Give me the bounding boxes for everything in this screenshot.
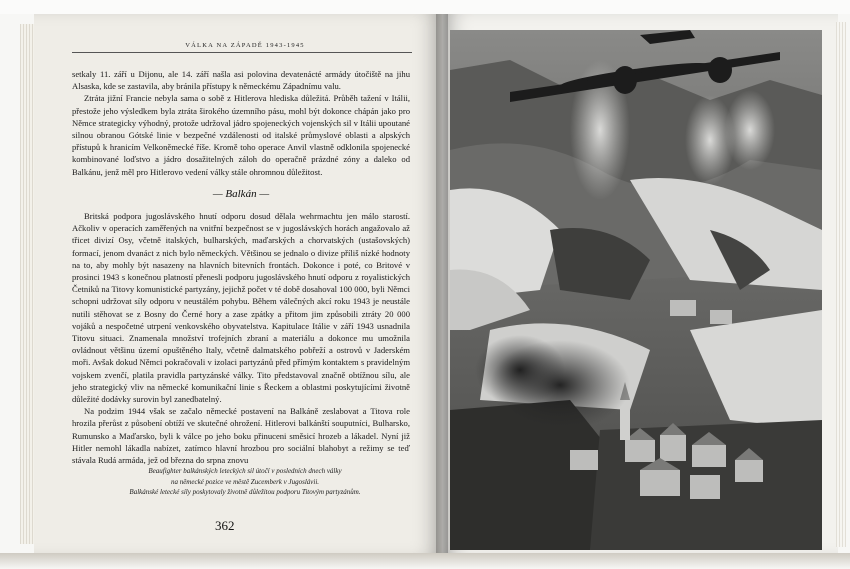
caption-line: Balkánské letecké síly poskytovaly životně důležitou podporu Titovým partyzánům.	[129, 488, 361, 496]
header-rule	[72, 52, 412, 53]
paragraph: Na podzim 1944 však se začalo německé postavení na Balkáně zeslabovat a Titova role hrozila přerůst z působení obtíží ve skutečné ohrožení. Hitlerovi balkánští souputníci, Bulharsko, Rumunsko a Maďarsko, byli k válce po jeho boku přinuceni směsicí hrozeb a lákadel. Nyní již Hitler nemohl lákadla nabízet, zatímco hlavní hrozbou pro sociální blahobyt a režimy se teď stávala Rudá armáda, jež od března do srpna znovu	[72, 406, 410, 466]
photo-caption	[100, 466, 390, 498]
paragraph: Ztráta jižní Francie nebyla sama o sobě z Hitlerova hlediska důležitá. Průběh tažení v Itálii, přestože jeho výsledkem byla ztráta širokého územního pásu, mohl být dokonce chápán jako pro Němce strategicky výhodný, protože udržoval jádro spojeneckých vojenských sil v Itálii upoutané silnou obranou Gótské linie v bezpečné vzdálenosti od italské průmyslové oblasti a alpských přístupů k hranicím Velkoněmecké říše. Kromě toho operace Anvil vlastně odklonila spojenecké kombinované loďstvo a jádro dosažitelných záloh do operačně prázdné zóny a daleko od Balkánu, jenž měl pro Hitlerovo vedení války stále ohromnou důležitost.	[72, 93, 410, 177]
right-page-edges	[836, 22, 846, 547]
war-photograph	[450, 30, 822, 550]
body-text-top	[72, 68, 410, 178]
caption-line: Beaufighter balkánských leteckých sil útočí v posledních dnech války	[148, 467, 342, 475]
page-number: 362	[215, 518, 235, 533]
book-spine	[436, 14, 448, 555]
body-text-bottom	[72, 210, 410, 466]
paragraph: Britská podpora jugoslávského hnutí odporu dosud dělala wehrmachtu jen málo starostí. Ačkoliv v operacích zaměřených na vnitřní bezpečnost se v jugoslávských horách angažovalo až třicet divizí Osy, včetně italských, bulharských, maďarských a chorvatských (ustašovských) formací, jenom dvanáct z nich bylo německých. Většinou se jednalo o divize příliš nízké hodnoty na to, aby mohly být nasazeny na hlavních bitevních frontách. Dokonce i poté, co Britové v prosinci 1943 s konečnou platností přenesli podporu jugoslávského hnutí odporu z royalistických Četniků na Titovy komunistické partyzány, jejichž počet v té době dosahoval 100 000, byli Němci schopni udržovat síly odporu v neustálém pohybu. Během válečných akcí roku 1943 je neustále nutili stěhovat se z Bosny do Černé hory a zase zpátky a přitom jim způsobili ztráty 20 000 vojáků a nespočetné utrpení venkovského obyvatelstva. Kapitulace Itálie v září 1943 usnadnila Titovu situaci. Znamenala množství trofejních zbraní a materiálu a dokonce mu umožnila ovládnout většinu území opuštěného Italy, včetně dalmatského pobřeží a ostrovů v Jaderském moři. Avšak dokud Němci pokračovali v izolaci partyzánů před přímým kontaktem s pravidelným vojskem zvenčí, platila pravidla partyzánské války. Tito představoval značně obtížnou sílu, ale jeho strategický vliv na německé komunikační linie s Řeckem a oblastmi poskytujícími životně důležité dodávky surovin byl zanedbatelný.	[72, 211, 410, 405]
caption-line: na německé pozice ve městě Zucemberk v Jugoslávii.	[170, 477, 320, 486]
running-head: VÁLKA NA ZÁPADĚ 1943-1945	[185, 42, 305, 49]
background	[0, 0, 850, 14]
left-page-edges	[20, 24, 34, 544]
shadow	[0, 553, 850, 569]
paragraph: setkaly 11. září u Dijonu, ale 14. září našla asi polovina devatenácté armády útočiště na jihu Alsaska, kde se zastavila, aby bránila přístupy k německému Západnímu valu.	[72, 69, 410, 92]
section-heading: — Balkán —	[212, 188, 270, 200]
